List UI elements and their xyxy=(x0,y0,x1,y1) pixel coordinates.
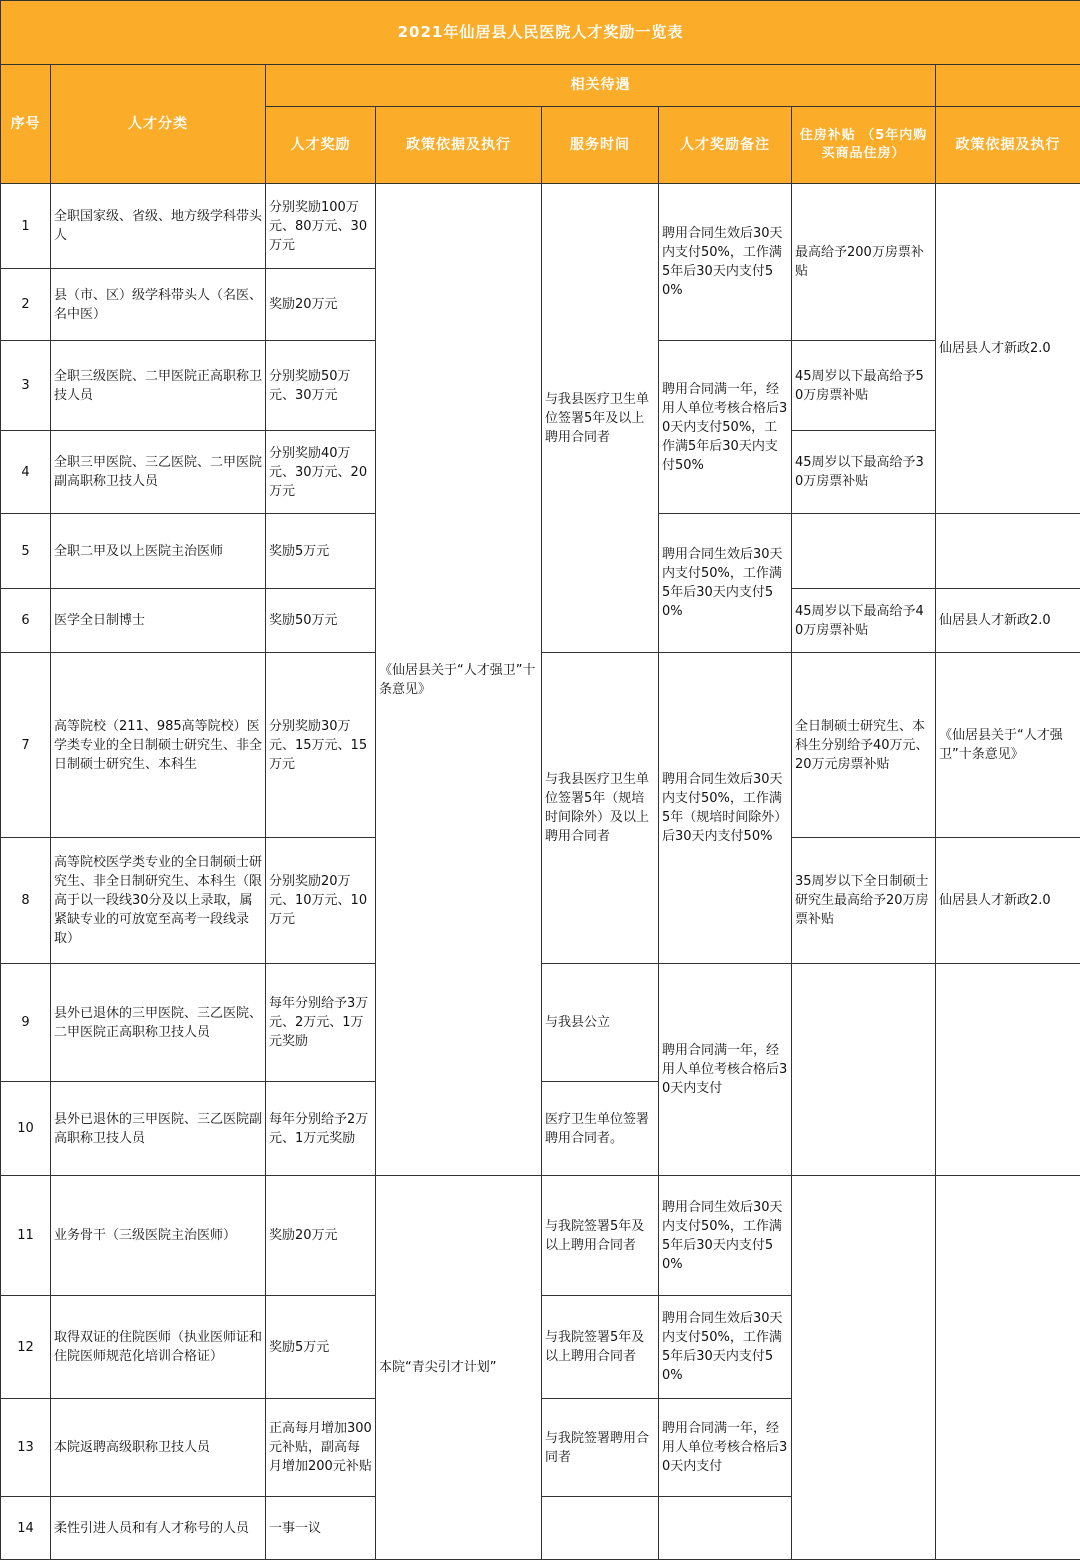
row-reward: 奖励5万元 xyxy=(266,514,376,589)
row-seq: 12 xyxy=(1,1296,51,1399)
row-seq: 5 xyxy=(1,514,51,589)
housing-cell-8: 35周岁以下全日制硕士研究生最高给予20万房票补贴 xyxy=(792,838,936,964)
housing-cell-9 xyxy=(792,964,936,1176)
header-blank xyxy=(936,65,1080,107)
policy-cell-2: 本院“青尖引才计划” xyxy=(376,1176,542,1560)
row-seq: 1 xyxy=(1,184,51,269)
row-reward: 正高每月增加300元补贴，副高每月增加200元补贴 xyxy=(266,1399,376,1497)
row-category: 取得双证的住院医师（执业医师证和住院医师规范化培训合格证） xyxy=(51,1296,266,1399)
policy2-cell-9 xyxy=(936,964,1080,1176)
policy-cell-1: 《仙居县关于“人才强卫”十条意见》 xyxy=(376,184,542,1176)
housing-cell-1: 最高给予200万房票补贴 xyxy=(792,184,936,341)
row-reward: 分别奖励40万元、30万元、20万元 xyxy=(266,431,376,514)
housing-cell-11 xyxy=(792,1176,936,1560)
row-category: 全职二甲及以上医院主治医师 xyxy=(51,514,266,589)
row-seq: 14 xyxy=(1,1497,51,1560)
service-cell-3: 与我县公立 xyxy=(542,964,659,1082)
row-reward: 分别奖励20万元、10万元、10万元 xyxy=(266,838,376,964)
row-category: 全职三甲医院、三乙医院、二甲医院副高职称卫技人员 xyxy=(51,431,266,514)
row-category: 县（市、区）级学科带头人（名医、名中医） xyxy=(51,269,266,341)
header-related: 相关待遇 xyxy=(266,65,936,107)
row-seq: 8 xyxy=(1,838,51,964)
header-seq: 序号 xyxy=(1,65,51,184)
row-reward: 奖励20万元 xyxy=(266,1176,376,1296)
table-row xyxy=(1,1176,1080,1296)
policy2-cell-6: 仙居县人才新政2.0 xyxy=(936,589,1080,653)
row-reward: 每年分别给予3万元、2万元、1万元奖励 xyxy=(266,964,376,1082)
policy2-cell-11 xyxy=(936,1176,1080,1560)
housing-cell-6: 45周岁以下最高给予40万房票补贴 xyxy=(792,589,936,653)
row-reward: 每年分别给予2万元、1万元奖励 xyxy=(266,1082,376,1176)
note-cell-3: 聘用合同生效后30天内支付50%，工作满5年后30天内支付50% xyxy=(659,514,792,653)
service-cell-1: 与我县医疗卫生单位签署5年及以上聘用合同者 xyxy=(542,184,659,653)
service-cell-5: 与我院签署5年及以上聘用合同者 xyxy=(542,1176,659,1296)
table-title: 2021年仙居县人民医院人才奖励一览表 xyxy=(1,1,1080,65)
housing-cell-3: 45周岁以下最高给予50万房票补贴 xyxy=(792,341,936,431)
row-seq: 3 xyxy=(1,341,51,431)
policy2-cell-7: 《仙居县关于“人才强卫”十条意见》 xyxy=(936,653,1080,838)
housing-cell-4: 45周岁以下最高给予30万房票补贴 xyxy=(792,431,936,514)
service-cell-4: 医疗卫生单位签署聘用合同者。 xyxy=(542,1082,659,1176)
row-reward: 奖励5万元 xyxy=(266,1296,376,1399)
note-cell-2: 聘用合同满一年，经用人单位考核合格后30天内支付50%，工作满5年后30天内支付50% xyxy=(659,341,792,514)
row-category: 全职国家级、省级、地方级学科带头人 xyxy=(51,184,266,269)
header-category: 人才分类 xyxy=(51,65,266,184)
service-cell-2: 与我县医疗卫生单位签署5年（规培时间除外）及以上聘用合同者 xyxy=(542,653,659,964)
housing-cell-7: 全日制硕士研究生、本科生分别给予40万元、20万元房票补贴 xyxy=(792,653,936,838)
row-reward: 奖励50万元 xyxy=(266,589,376,653)
housing-cell-5 xyxy=(792,514,936,589)
row-category: 全职三级医院、二甲医院正高职称卫技人员 xyxy=(51,341,266,431)
policy2-cell-5 xyxy=(936,514,1080,589)
row-category: 业务骨干（三级医院主治医师） xyxy=(51,1176,266,1296)
policy2-cell-8: 仙居县人才新政2.0 xyxy=(936,838,1080,964)
row-category: 县外已退休的三甲医院、三乙医院副高职称卫技人员 xyxy=(51,1082,266,1176)
header-policy2: 政策依据及执行 xyxy=(936,107,1080,184)
service-cell-14 xyxy=(542,1497,659,1560)
service-cell-6: 与我院签署5年及以上聘用合同者 xyxy=(542,1296,659,1399)
row-category: 本院返聘高级职称卫技人员 xyxy=(51,1399,266,1497)
note-cell-8: 聘用合同满一年，经用人单位考核合格后30天内支付 xyxy=(659,1399,792,1497)
row-seq: 4 xyxy=(1,431,51,514)
row-reward: 分别奖励50万元、30万元 xyxy=(266,341,376,431)
header-reward-note: 人才奖励备注 xyxy=(659,107,792,184)
row-reward: 分别奖励30万元、15万元、15万元 xyxy=(266,653,376,838)
row-category: 医学全日制博士 xyxy=(51,589,266,653)
row-seq: 10 xyxy=(1,1082,51,1176)
row-seq: 7 xyxy=(1,653,51,838)
note-cell-14 xyxy=(659,1497,792,1560)
row-reward: 分别奖励100万元、80万元、30万元 xyxy=(266,184,376,269)
header-housing: 住房补贴 （5年内购买商品住房） xyxy=(792,107,936,184)
policy2-cell-1: 仙居县人才新政2.0 xyxy=(936,184,1080,514)
row-category: 县外已退休的三甲医院、三乙医院、二甲医院正高职称卫技人员 xyxy=(51,964,266,1082)
header-service: 服务时间 xyxy=(542,107,659,184)
row-category: 柔性引进人员和有人才称号的人员 xyxy=(51,1497,266,1560)
row-reward: 奖励20万元 xyxy=(266,269,376,341)
row-category: 高等院校医学类专业的全日制硕士研究生、非全日制研究生、本科生（限高于以一段线30分及以上录取，属紧缺专业的可放宽至高考一段线录取） xyxy=(51,838,266,964)
note-cell-5: 聘用合同满一年，经用人单位考核合格后30天内支付 xyxy=(659,964,792,1176)
row-seq: 11 xyxy=(1,1176,51,1296)
note-cell-1: 聘用合同生效后30天内支付50%，工作满5年后30天内支付50% xyxy=(659,184,792,341)
row-seq: 13 xyxy=(1,1399,51,1497)
row-seq: 2 xyxy=(1,269,51,341)
header-policy: 政策依据及执行 xyxy=(376,107,542,184)
row-seq: 6 xyxy=(1,589,51,653)
header-reward: 人才奖励 xyxy=(266,107,376,184)
row-category: 高等院校（211、985高等院校）医学类专业的全日制硕士研究生、非全日制硕士研究生、本科生 xyxy=(51,653,266,838)
note-cell-7: 聘用合同生效后30天内支付50%，工作满5年后30天内支付50% xyxy=(659,1296,792,1399)
note-cell-6: 聘用合同生效后30天内支付50%，工作满5年后30天内支付50% xyxy=(659,1176,792,1296)
table-row xyxy=(1,184,1080,269)
service-cell-7: 与我院签署聘用合同者 xyxy=(542,1399,659,1497)
note-cell-4: 聘用合同生效后30天内支付50%，工作满5年（规培时间除外）后30天内支付50% xyxy=(659,653,792,964)
row-reward: 一事一议 xyxy=(266,1497,376,1560)
row-seq: 9 xyxy=(1,964,51,1082)
